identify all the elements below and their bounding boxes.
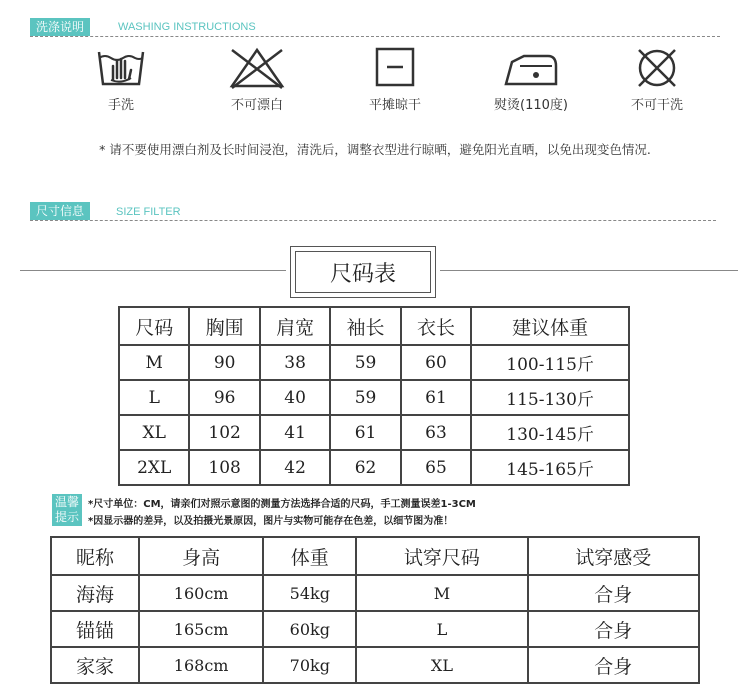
wash-item-no-bleach	[202, 44, 312, 113]
wash-item-iron	[476, 44, 586, 113]
column-header: 衣长	[401, 307, 471, 345]
washing-section-title: WASHING INSTRUCTIONS	[118, 21, 256, 33]
table-cell: 65	[401, 450, 471, 485]
table-row	[51, 611, 699, 647]
wash-label: 不可漂白	[230, 98, 283, 113]
size-section-title: SIZE FILTER	[116, 206, 181, 218]
table-cell: 145-165斤	[471, 450, 629, 485]
table-cell: 家家	[51, 647, 139, 683]
tips-badge-line: 温馨	[54, 495, 79, 509]
table-row	[119, 380, 629, 415]
wash-label: 手洗	[107, 98, 134, 113]
column-header: 试穿尺码	[356, 537, 527, 575]
table-header-row	[51, 537, 699, 575]
wash-item-dry-flat	[340, 44, 450, 113]
table-cell: 62	[330, 450, 400, 485]
table-cell: 54kg	[263, 575, 356, 611]
iron-icon	[498, 44, 564, 92]
table-cell: L	[356, 611, 527, 647]
column-header: 建议体重	[471, 307, 629, 345]
table-cell: 61	[330, 415, 400, 450]
table-cell: 合身	[528, 575, 699, 611]
table-cell: 60kg	[263, 611, 356, 647]
column-header: 昵称	[51, 537, 139, 575]
washing-section-tag: 洗涤说明	[30, 18, 90, 36]
table-cell: M	[356, 575, 527, 611]
table-cell: 108	[189, 450, 259, 485]
no-bleach-icon	[226, 44, 288, 92]
table-cell: 168cm	[139, 647, 263, 683]
title-rule-right	[440, 270, 738, 271]
column-header: 试穿感受	[528, 537, 699, 575]
table-cell: 2XL	[119, 450, 189, 485]
size-table-title: 尺码表	[295, 251, 431, 293]
tips-line: *尺寸单位：CM，请亲们对照示意图的测量方法选择合适的尺码，手工测量误差1-3CM	[88, 499, 476, 510]
washing-section-divider	[30, 36, 720, 37]
column-header: 肩宽	[260, 307, 330, 345]
size-table	[118, 306, 630, 486]
table-cell: 115-130斤	[471, 380, 629, 415]
table-row	[51, 575, 699, 611]
wash-label: 平摊晾干	[368, 98, 421, 113]
table-cell: 合身	[528, 611, 699, 647]
column-header: 尺码	[119, 307, 189, 345]
wash-label: 熨烫(110度)	[494, 98, 568, 113]
wash-item-no-dry-clean	[602, 44, 712, 113]
table-cell: 59	[330, 380, 400, 415]
table-cell: XL	[356, 647, 527, 683]
column-header: 胸围	[189, 307, 259, 345]
table-row	[51, 647, 699, 683]
table-cell: 61	[401, 380, 471, 415]
table-cell: 63	[401, 415, 471, 450]
table-cell: 锚锚	[51, 611, 139, 647]
wash-label: 不可干洗	[630, 98, 683, 113]
no-dry-clean-icon	[631, 44, 683, 92]
tips-badge-line: 提示	[54, 510, 79, 524]
table-cell: L	[119, 380, 189, 415]
table-cell: 90	[189, 345, 259, 380]
table-cell: 100-115斤	[471, 345, 629, 380]
table-cell: 130-145斤	[471, 415, 629, 450]
table-cell: 海海	[51, 575, 139, 611]
column-header: 袖长	[330, 307, 400, 345]
table-cell: XL	[119, 415, 189, 450]
table-cell: 41	[260, 415, 330, 450]
tryon-table	[50, 536, 700, 684]
size-table-title-frame	[290, 246, 436, 298]
table-cell: 165cm	[139, 611, 263, 647]
size-section-divider	[30, 220, 716, 221]
title-rule-left	[20, 270, 286, 271]
tips-line: *因显示器的差异，以及拍摄光景原因，图片与实物可能存在色差，以细节图为准！	[88, 516, 454, 527]
table-cell: 160cm	[139, 575, 263, 611]
table-cell: 合身	[528, 647, 699, 683]
table-cell: 60	[401, 345, 471, 380]
table-cell: 59	[330, 345, 400, 380]
column-header: 体重	[263, 537, 356, 575]
table-cell: 38	[260, 345, 330, 380]
column-header: 身高	[139, 537, 263, 575]
dry-flat-icon	[371, 44, 419, 92]
table-cell: 42	[260, 450, 330, 485]
table-cell: 70kg	[263, 647, 356, 683]
table-row	[119, 450, 629, 485]
size-section-tag: 尺寸信息	[30, 202, 90, 220]
table-row	[119, 415, 629, 450]
table-cell: 102	[189, 415, 259, 450]
table-row	[119, 345, 629, 380]
washing-note: * 请不要使用漂白剂及长时间浸泡，清洗后，调整衣型进行晾晒，避免阳光直晒，以免出现变色情况.	[99, 142, 651, 157]
hand-wash-icon	[95, 44, 147, 92]
table-cell: 96	[189, 380, 259, 415]
tips-badge	[52, 494, 82, 526]
table-header-row	[119, 307, 629, 345]
table-cell: M	[119, 345, 189, 380]
table-cell: 40	[260, 380, 330, 415]
wash-item-hand-wash	[66, 44, 176, 113]
